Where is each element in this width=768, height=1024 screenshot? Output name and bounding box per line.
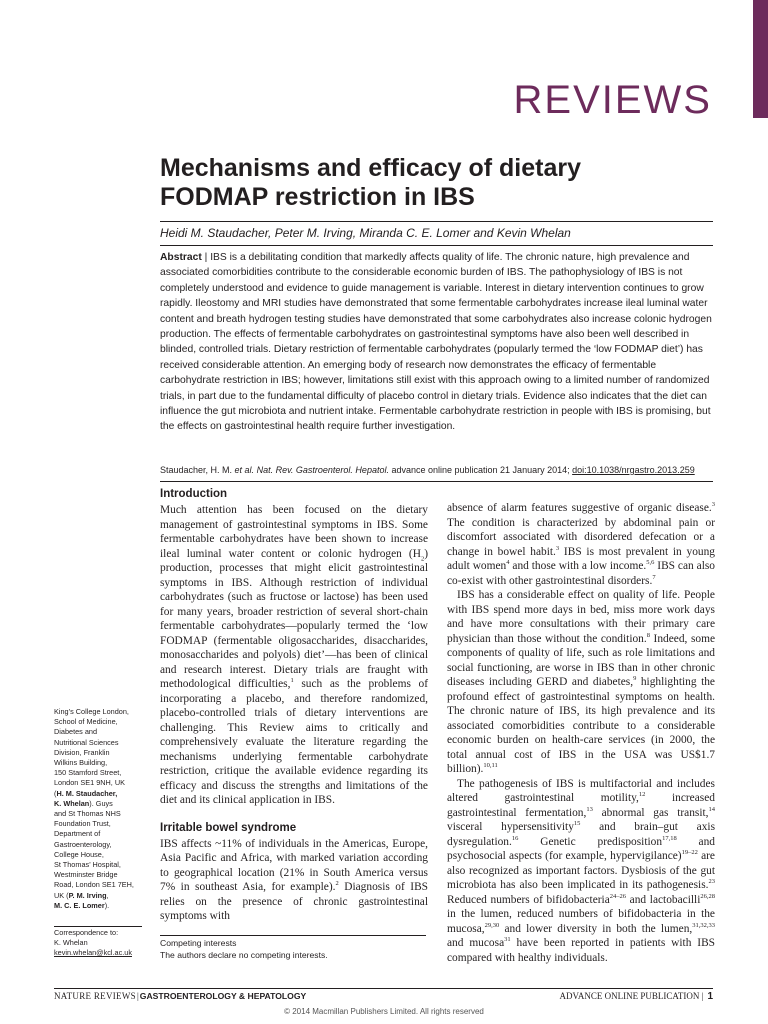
- correspondence-name: K. Whelan: [54, 938, 88, 948]
- ibs-paragraph: IBS affects ~11% of individuals in the Americas, Europe, Asia Pacific and Africa, with marked variation according to geographical location (21% in South America versus 7% in southeast Asia, for example).$^2$ Diagnosis of IBS relies on the presence of chronic gastrointestinal symptoms with: [160, 837, 428, 922]
- column-left: [160, 487, 428, 924]
- competing-interests: [160, 937, 430, 961]
- reference-marker[interactable]: 8: [646, 631, 650, 639]
- reference-marker[interactable]: 7: [652, 573, 656, 581]
- article-title: Mechanisms and efficacy of dietary FODMAP restriction in IBS: [160, 154, 581, 211]
- reference-marker[interactable]: 16: [511, 834, 519, 842]
- reference-marker[interactable]: 9: [633, 675, 637, 683]
- reference-marker[interactable]: 14: [708, 805, 716, 813]
- footer-separator: |: [136, 991, 139, 1001]
- reference-marker[interactable]: 23: [708, 878, 715, 886]
- reference-marker[interactable]: 10,11: [483, 762, 498, 770]
- reference-marker[interactable]: 3: [555, 544, 560, 552]
- citation-prefix: Staudacher, H. M.: [160, 465, 235, 475]
- reference-marker[interactable]: 12: [638, 791, 646, 799]
- citation-suffix: advance online publication 21 January 2014;: [388, 465, 573, 475]
- reference-marker[interactable]: 1: [290, 677, 294, 685]
- reference-marker[interactable]: 17,18: [662, 834, 677, 842]
- reference-marker[interactable]: 31,32,33: [692, 921, 715, 929]
- body-paragraph: IBS has a considerable effect on quality of life. People with IBS spend more days in bed, miss more work days and have more consultations with their primary care physician than those without the condition.$^8$ Indeed, some components of quality of life, such as role limitations and social functioning, are worse in IBS than in other chronic diseases including GERD and diabetes,$^9$ highlighting the profound effect of gastrointestinal symptoms on health. The chronic nature of IBS, its high prevalence and its associated comorbidities contribute to a considerable economic burden on health-care services (in 2000, the total annual cost of IBS in the USA was US$1.7 billion).$^{10,11}$: [447, 589, 715, 775]
- correspondence: [54, 928, 154, 959]
- reference-marker[interactable]: 3: [711, 501, 715, 509]
- footer-separator: |: [701, 991, 704, 1001]
- abstract-label: Abstract: [160, 252, 202, 263]
- reference-marker[interactable]: 2: [335, 880, 339, 888]
- footer-publication: [560, 990, 713, 1003]
- reference-marker[interactable]: 29,30: [484, 921, 500, 929]
- column-right: [447, 501, 715, 965]
- affiliations: King’s College London, School of Medicine, Diabetes and Nutritional Sciences Division, Franklin Wilkins Building, 150 Stamford Street, London SE1 9NH, UK (H. M. Staudacher, K. Whelan). Guys and St Thomas NHS Foundation Trust, Department of Gastroenterology, College House, St Thomas’ Hospital, Westminster Bridge Road, London SE1 7EH, UK (P. M. Irving, M. C. E. Lomer).: [54, 707, 134, 910]
- authors-divider: [160, 245, 713, 246]
- author-list: Heidi M. Staudacher, Peter M. Irving, Miranda C. E. Lomer and Kevin Whelan: [160, 226, 571, 240]
- competing-interests-text: The authors declare no competing interests.: [160, 950, 328, 960]
- footer-journal: [54, 991, 306, 1002]
- competing-interests-heading: Competing interests: [160, 938, 237, 948]
- section-label: REVIEWS: [513, 78, 712, 122]
- ibs-heading: Irritable bowel syndrome: [160, 821, 297, 834]
- abstract-text: IBS is a debilitating condition that markedly affects quality of life. The chronic nature, high prevalence and associated comorbidities contribute to the considerable economic burden of IBS. The pathophysiology of IBS is not completely understood and evidence to guide management is variable. Interest in dietary intervention continues to grow rapidly. Ileostomy and MRI studies have demonstrated that some fermentable carbohydrates increase ileal luminal water content and breath hydrogen testing studies have demonstrated that some carbohydrates also increase colonic hydrogen production. The effects of fermentable carbohydrates on gastrointestinal symptoms have also been well described in blinded, controlled trials. Dietary restriction of fermentable carbohydrates (popularly termed the ‘low FODMAP diet’) has received considerable attention. An emerging body of research now demonstrates the efficacy of fermentable carbohydrate restriction in IBS; however, limitations still exist with this approach owing to a limited number of randomized trials, in part due to the fundamental difficulty of placebo control in dietary trials. Evidence also indicates that the diet can influence the gut microbiota and nutrient intake. Fermentable carbohydrate restriction in people with IBS is promising, but the effects on gastrointestinal health require further investigation.: [160, 252, 712, 433]
- journal-name: NATURE REVIEWS: [54, 991, 136, 1001]
- body-paragraph: The pathogenesis of IBS is multifactorial and includes altered gastrointestinal motility,$^{12}$ increased gastrointestinal fermentation,$^{13}$ abnormal gas transit,$^{14}$ visceral hypersensitivity$^{15}$ and brain–gut axis dysregulation.$^{16}$ Genetic predisposition$^{17,18}$ and psychosocial aspects (for example, hypervigilance)$^{19-22}$ are also recognized as important factors. Dysbiosis of the gut microbiota has also been implicated in its pathogenesis.$^{23}$ Reduced numbers of bifidobacteria$^{24-26}$ and lactobacilli$^{26,28}$ in the lumen, reduced numbers of bifidobacteria in the mucosa,$^{29,30}$ and lower diversity in both the lumen,$^{31,32,33}$ and mucosa$^{31}$ have been reported in patients with IBS compared with healthy individuals.: [447, 777, 716, 964]
- introduction-paragraph: Much attention has been focused on the dietary management of gastrointestinal symptoms in IBS. Some fermentable carbohydrates have been shown to increase ileal luminal water content or colonic hydrogen $(H_2)$ production, processes that might elicit gastrointestinal symptoms in IBS. Although restriction of individual carbohydrates (such as fructose or lactose) has been used for many years, broader restriction of several short-chain fermentable carbohydrates—popularly termed the ‘low FODMAP (fermentable oligosaccharides, disaccharides, monosaccharides and polyols) diet’—has been of clinical and research interest. Dietary trials are fraught with methodological difficulties,$^1$ such as the problems of incorporating a placebo, and therefore randomized, placebo-controlled trials of dietary interventions are challenging. This Review aims to critically and comprehensively evaluate the literature regarding the mechanisms underlying fermentable carbohydrate restriction, critique the available evidence regarding its efficacy and discuss the strengths and limitations of the diet and its clinical application in IBS.: [160, 504, 428, 806]
- citation-journal: Nat. Rev. Gastroenterol. Hepatol.: [254, 465, 389, 475]
- section-color-bar: [753, 0, 768, 118]
- competing-interests-divider: [160, 935, 426, 936]
- publication-status: ADVANCE ONLINE PUBLICATION: [559, 991, 700, 1001]
- copyright-notice: © 2014 Macmillan Publishers Limited. All rights reserved: [284, 1007, 484, 1016]
- reference-marker[interactable]: 19–22: [681, 849, 698, 857]
- citation-divider: [160, 481, 713, 482]
- reference-marker[interactable]: 13: [586, 805, 593, 813]
- doi-link[interactable]: doi:10.1038/nrgastro.2013.259: [572, 465, 695, 475]
- correspondence-label: Correspondence to:: [54, 928, 119, 937]
- title-divider: [160, 221, 713, 222]
- footer-divider: [54, 988, 713, 989]
- reference-marker[interactable]: 31: [504, 936, 511, 944]
- page-number: 1: [707, 991, 713, 1002]
- introduction-heading: Introduction: [160, 488, 228, 500]
- reference-marker[interactable]: 26,28: [700, 892, 716, 900]
- correspondence-email-link[interactable]: kevin.whelan@kcl.ac.uk: [54, 948, 132, 958]
- reference-marker[interactable]: 5,6: [646, 559, 655, 567]
- reference-marker[interactable]: 4: [506, 559, 510, 567]
- citation-line: [160, 464, 720, 477]
- reference-marker[interactable]: 24–26: [609, 892, 627, 900]
- affiliation-divider: [54, 926, 142, 927]
- citation-etal: et al.: [234, 465, 255, 475]
- journal-section: GASTROENTEROLOGY & HEPATOLOGY: [139, 991, 307, 1001]
- abstract-separator: |: [201, 252, 211, 263]
- reference-marker[interactable]: 15: [573, 820, 581, 828]
- body-paragraph: absence of alarm features suggestive of organic disease.$^3$ The condition is characterized by abdominal pain or discomfort associated with disordered defecation or a change in bowel habit.$^3$ IBS is most prevalent in young adult women$^4$ and those with a low income.$^{5,6}$ IBS can also co-exist with other gastrointestinal disorders.$^7$: [447, 501, 716, 587]
- abstract: [160, 250, 715, 435]
